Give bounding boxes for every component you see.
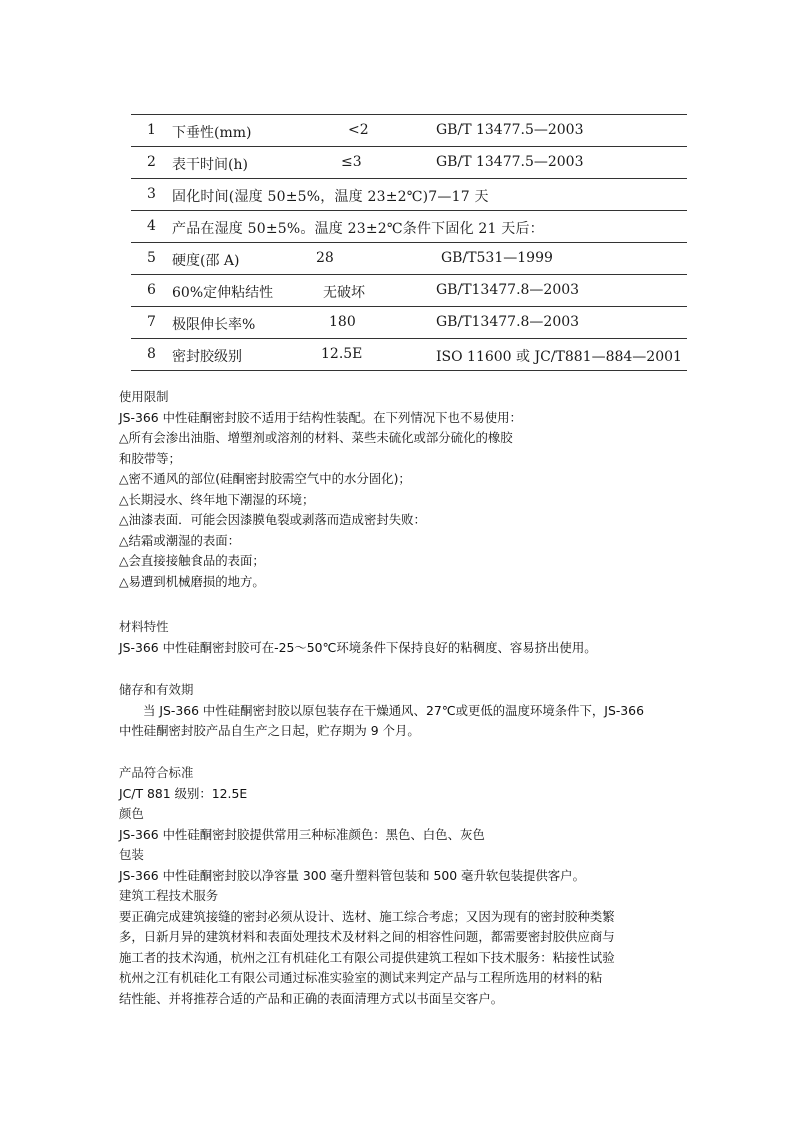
restriction-item: △所有会渗出油脂、增塑剂或溶剂的材料、菜些未硫化或部分硫化的橡胶 [119,430,513,445]
table-row [131,147,687,179]
table-row [131,211,687,243]
row-number: 7 [147,314,156,330]
row-standard: GB/T 13477.5—2003 [436,122,584,138]
storage-section [119,680,679,742]
standards-text: JC/T 881 级别：12.5E [119,785,248,801]
material-text: JS-366 中性硅酮密封胶可在-25～50℃环境条件下保持良好的粘稠度、容易挤出使用。 [119,639,597,655]
table-row [131,339,687,371]
row-number: 5 [147,250,156,266]
row-item: 密封胶级别 [172,349,242,365]
material-heading: 材料特性 [119,619,169,634]
restriction-item: △会直接接触食品的表面； [119,553,265,568]
storage-text: 当 JS-366 中性硅酮密封胶以原包装存在干燥通风、27℃或更低的温度环境条件下，JS-366 [143,702,644,718]
restriction-item: 和胶带等； [119,450,181,466]
color-heading: 颜色 [119,806,144,821]
row-standard: GB/T13477.8—2003 [436,314,580,330]
table-row [131,275,687,307]
row-item: 极限伸长率% [172,317,256,333]
packaging-heading: 包装 [119,847,144,862]
storage-heading: 储存和有效期 [119,682,194,697]
standards-heading: 产品符合标准 [119,765,194,780]
row-value: 12.5E [321,346,363,362]
row-value: <2 [348,122,369,138]
table-row [131,114,687,147]
packaging-text: JS-366 中性硅酮密封胶以净容量 300 毫升塑料管包装和 500 毫升软包装提供客户。 [119,867,585,883]
service-line: 多，日新月异的建筑材料和表面处理技术及材料之间的相容性问题，都需要密封胶供应商与 [119,929,615,944]
row-number: 4 [147,218,156,234]
table-row [131,307,687,339]
restriction-item: △密不通风的部位(硅酮密封胶需空气中的水分固化)； [119,471,411,486]
row-item: 硬度(邵 A) [172,253,240,269]
row-number: 2 [147,154,156,170]
row-value: 28 [316,250,334,266]
row-number: 6 [147,282,156,298]
restriction-item: △易遭到机械磨损的地方。 [119,573,265,589]
service-line: 结性能、并将推荐合适的产品和正确的表面清理方式以书面呈交客户。 [119,990,504,1006]
row-value: 180 [329,314,356,330]
restriction-item: △结霜或潮湿的表面： [119,532,241,548]
material-section [119,617,679,658]
row-item: 表干时间(h) [172,157,248,173]
row-item: 60%定伸粘结性 [172,285,274,301]
standards-section [119,763,679,1009]
row-item: 固化时间(湿度 50±5%，温度 23±2℃)7—17 天 [172,189,489,205]
table-row [131,179,687,211]
row-item: 产品在湿度 50±5%。温度 23±2℃条件下固化 21 天后： [172,221,544,237]
row-item: 下垂性(mm) [172,125,252,141]
row-number: 8 [147,346,156,362]
restrictions-heading: 使用限制 [119,389,169,404]
service-line: 要正确完成建筑接缝的密封必须从设计、选材、施工综合考虑；又因为现有的密封胶种类繁 [119,908,615,924]
service-heading: 建筑工程技术服务 [119,888,219,903]
service-line: 施工者的技术沟通，杭州之江有机硅化工有限公司提供建筑工程如下技术服务：粘接性试验 [119,949,615,965]
table-row [131,243,687,275]
row-standard: GB/T13477.8—2003 [436,282,580,298]
color-text: JS-366 中性硅酮密封胶提供常用三种标准颜色：黑色、白色、灰色 [119,826,485,842]
row-standard: GB/T531—1999 [441,250,553,266]
row-number: 1 [147,122,156,138]
restrictions-section [119,387,679,592]
restrictions-intro: JS-366 中性硅酮密封胶不适用于结构性装配。在下列情况下也不易使用： [119,409,522,425]
storage-text: 中性硅酮密封胶产品自生产之日起，贮存期为 9 个月。 [119,723,420,738]
row-value: ≤3 [341,154,362,170]
service-line: 杭州之江有机硅化工有限公司通过标准实验室的测试来判定产品与工程所选用的材料的粘 [119,970,603,985]
spec-table [131,114,687,371]
restriction-item: △长期浸水、终年地下潮湿的环境； [119,491,315,507]
row-standard: ISO 11600 或 JC/T881—884—2001 [436,349,682,365]
row-number: 3 [147,186,156,202]
row-value: 无破坏 [323,285,365,301]
row-standard: GB/T 13477.5—2003 [436,154,584,170]
restriction-item: △油漆表面．可能会因漆膜龟裂或剥落而造成密封失败： [119,512,426,527]
